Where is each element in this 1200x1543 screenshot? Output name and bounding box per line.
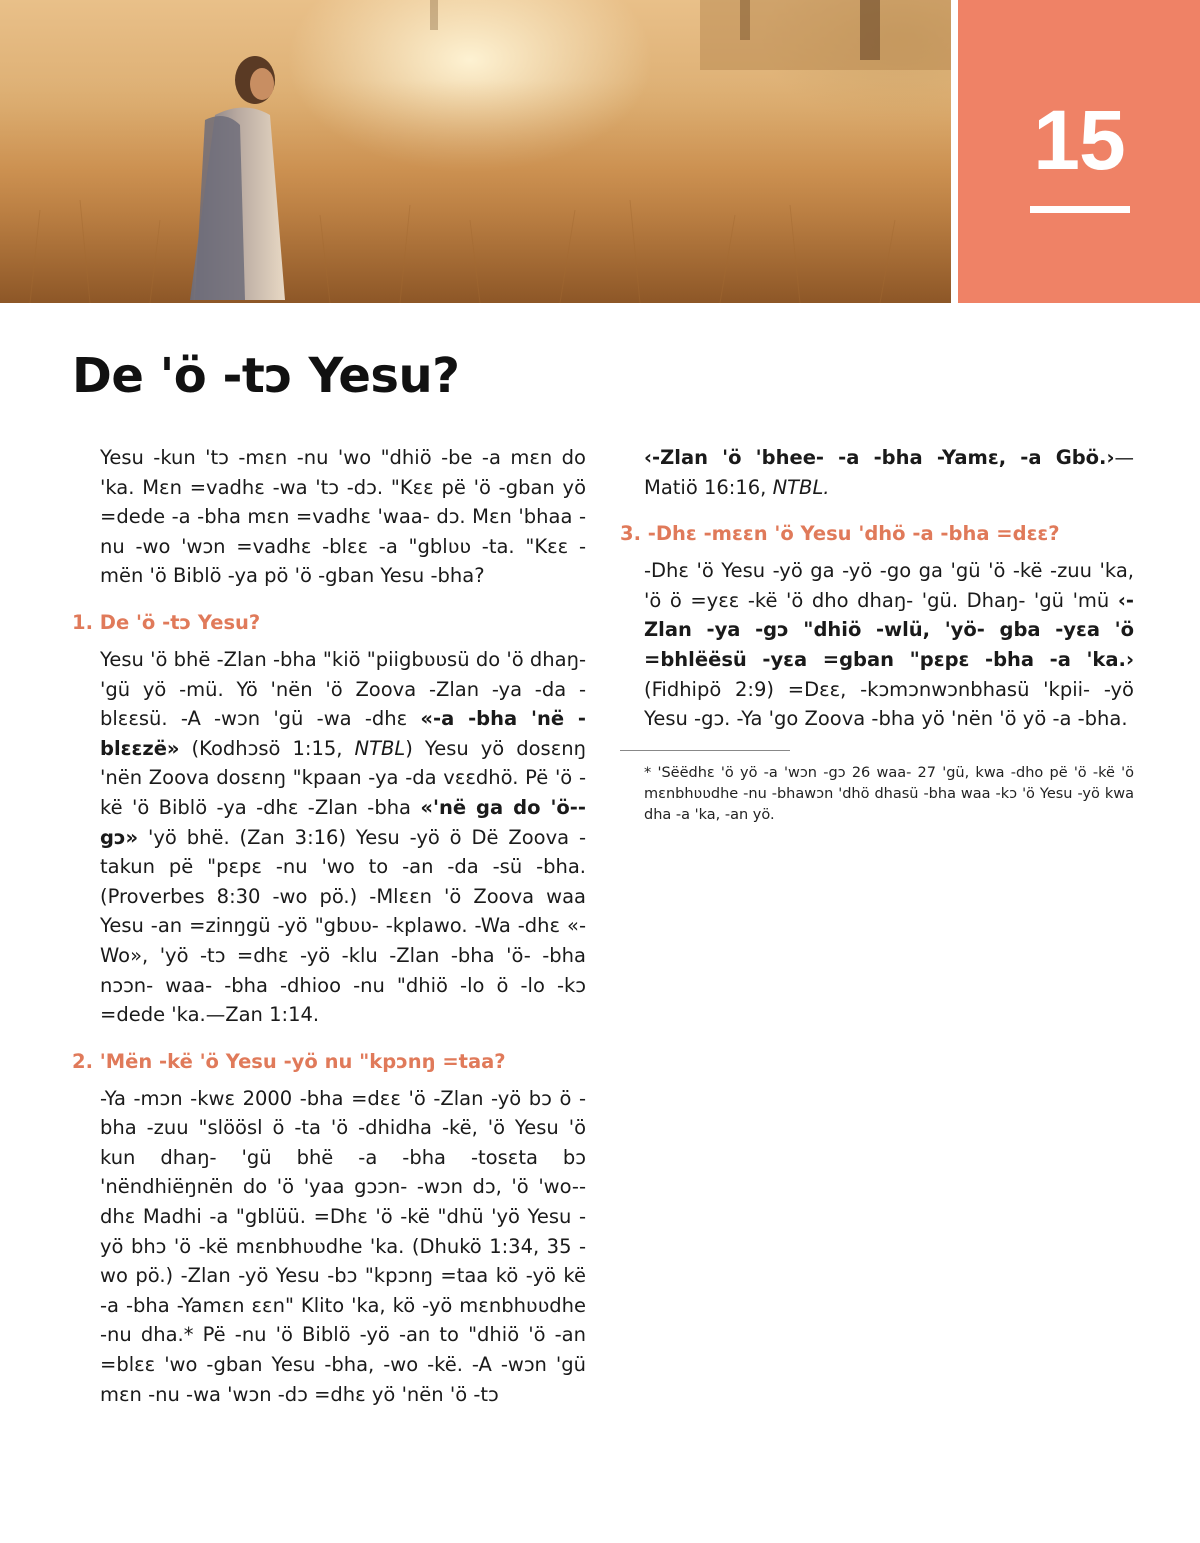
hero-photo	[0, 0, 951, 303]
quote-bold: ‹-Zlan -ya -gɔ "dhiö -wlü, 'yö- gba -yɛa 'ö =bhlëësü -yɛa =gban "pɛpɛ -bha -a 'ka.›	[644, 588, 1134, 671]
section-paragraph-1: Yesu 'ö bhë -Zlan -bha "kiö "piigbʋʋsü do 'ö dhaŋ- 'gü yö -mü. Yö 'nën 'ö Zoova -Zlan -ya -da -blɛɛsü. -A -wɔn 'gü -wa -dhɛ «-a -bha 'në -blɛɛzë» (Kodhɔsö 1:15, NTBL) Yesu yö dosɛnŋ 'nën Zoova dosɛnŋ "kpaan -ya -da vɛɛdhö. Pë 'ö -kë 'ö Biblö -ya -dhɛ -Zlan -bha «'në ga do 'ö--gɔ» 'yö bhë. (Zan 3:16) Yesu -yö ö Dë Zoova -takun pë "pɛpɛ -nu 'wo to -an -da -sü -bha. (Proverbes 8:30 -wo pö.) -Mlɛɛn 'ö Zoova waa Yesu -an =zinŋgü -yö "gbʋʋ- -kplawo. -Wa -dhɛ «-Wo», 'yö -tɔ =dhɛ -yö -klu -Zlan -bha 'ö- -bha nɔɔn- waa- -bha -dhioo -nu "dhiö -lo ö -lo -kɔ =dede 'ka.—Zan 1:14.	[100, 647, 586, 1027]
left-column	[72, 443, 586, 1406]
footnote: * 'Sëëdhɛ 'ö yö -a 'wɔn -gɔ 26 waa- 27 'gü, kwa -dho pë 'ö -kë 'ö mɛnbhʋʋdhe -nu -bhawɔn 'dhö dhasü -bha waa -kɔ 'ö Yesu -yö kwa dha -a 'ka, -an yö.	[644, 764, 1134, 823]
right-column	[620, 443, 1134, 826]
quote-bold: «'në ga do 'ö--gɔ»	[100, 795, 586, 849]
chapter-number: 15	[1033, 93, 1125, 187]
bible-version: NTBL	[354, 736, 406, 760]
footnote-divider	[620, 750, 790, 751]
section-heading-1: 1. De 'ö -tɔ Yesu?	[72, 610, 261, 634]
quote-bold: ‹-Zlan 'ö 'bhee- -a -bha -Yamɛ, -a Gbö.›	[644, 446, 1115, 469]
section-paragraph-3: -Dhɛ 'ö Yesu -yö ga -yö -go ga 'gü 'ö -kë -zuu 'ka, 'ö ö =yɛɛ -kë 'ö dho dhaŋ- 'gü. Dhaŋ- 'gü 'mü ‹-Zlan -ya -gɔ "dhiö -wlü, 'yö- gba -yɛa 'ö =bhlëësü -yɛa =gban "pɛpɛ -bha -a 'ka.› (Fidhipö 2:9) =Dɛɛ, -kɔmɔnwɔnbhasü 'kpii- -yö Yesu -gɔ. -Ya 'go Zoova -bha yö 'nën 'ö yö -a -bha.	[644, 559, 1134, 731]
section-paragraph-2: -Ya -mɔn -kwɛ 2000 -bha =dɛɛ 'ö -Zlan -yö bɔ ö -bha -zuu "slöösl ö -ta 'ö -dhidha -kë, 'ö Yesu 'ö kun dhaŋ- 'gü bhë -a -bha -tosɛta bɔ 'nëndhiëŋnën do 'ö 'yaa gɔɔn- -wɔn dɔ, 'ö 'wo--dhɛ Madhi -a "gblüü. =Dhɛ 'ö -kë "dhü 'yö Yesu -yö bhɔ 'ö -kë mɛnbhʋʋdhe 'ka. (Dhukö 1:34, 35 -wo pö.) -Zlan -yö Yesu -bɔ "kpɔnŋ =taa kö -yö kë -a -bha -Yamɛn ɛɛn" Klito 'ka, kö -yö mɛnbhʋʋdhe -nu dha.* Pë -nu 'ö Biblö -yö -an to "dhiö 'ö -an =blɛɛ 'wo -gban Yesu -bha, -wo -kë. -A -wɔn 'gü mɛn -nu -wa 'wɔn -dɔ =dhɛ yö 'nën 'ö -tɔ	[100, 1086, 586, 1406]
quote-bold: «-a -bha 'në -blɛɛzë»	[100, 707, 586, 760]
intro-paragraph: Yesu -kun 'tɔ -mɛn -nu 'wo "dhiö -be -a mɛn do 'ka. Mɛn =vadhɛ -wa 'tɔ -dɔ. "Kɛɛ pë 'ö -gban yö =dede -a -bha mɛn =vadhɛ 'waa- dɔ. Mɛn 'bhaa -nu -wo 'wɔn =vadhɛ -blɛɛ -a "gblʋʋ -ta. "Kɛɛ -mën 'ö Biblö -ya pö 'ö -gban Yesu -bha?	[100, 446, 586, 588]
bible-version: NTBL.	[772, 475, 830, 499]
section-heading-2: 2. 'Mën -kë 'ö Yesu -yö nu "kpɔnŋ =taa?	[72, 1049, 506, 1073]
section-paragraph-2-continued: ‹-Zlan 'ö 'bhee- -a -bha -Yamɛ, -a Gbö.›—Matiö 16:16, NTBL.	[644, 446, 1134, 499]
chapter-badge	[958, 0, 1200, 303]
chapter-underline	[1030, 206, 1130, 213]
field-illustration	[0, 0, 951, 303]
page-title: De 'ö -tɔ Yesu?	[72, 348, 460, 404]
section-heading-3: 3. -Dhɛ -mɛɛn 'ö Yesu 'dhö -a -bha =dɛɛ?	[620, 522, 1060, 546]
